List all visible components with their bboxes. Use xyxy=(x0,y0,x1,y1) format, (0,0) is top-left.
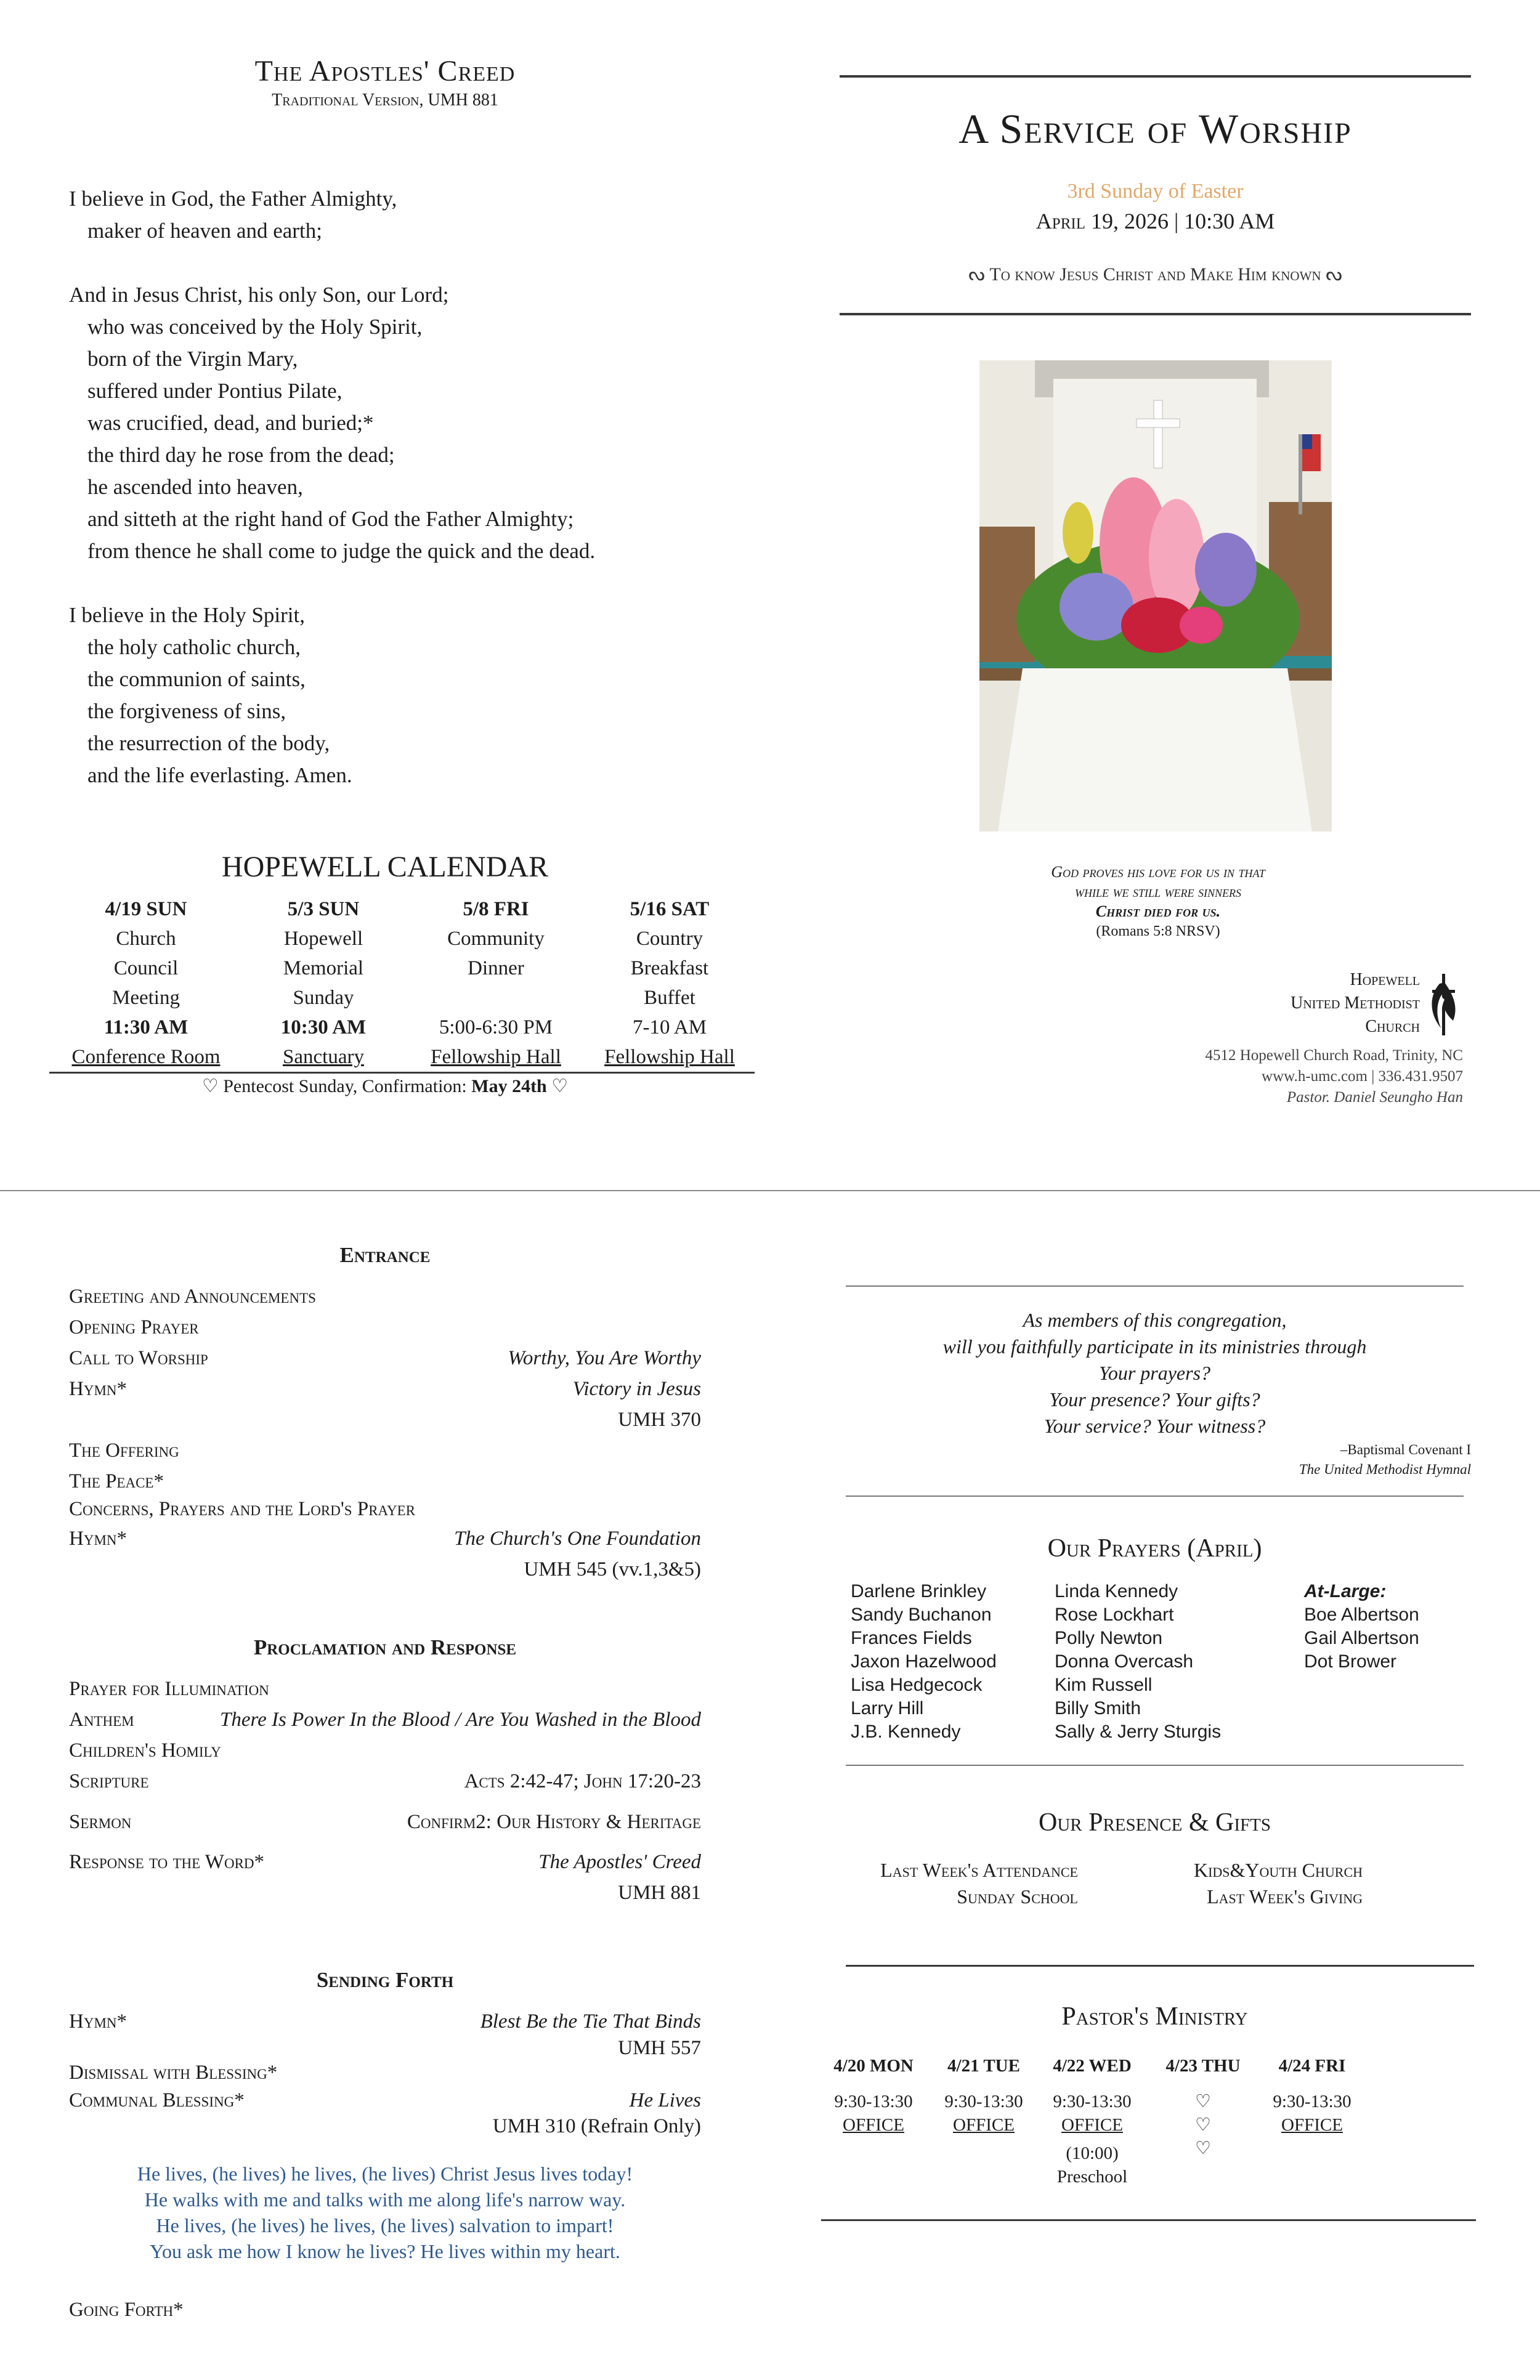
creed-line: the third day he rose from the dead; xyxy=(87,443,395,467)
order-detail-hymn1_r: Victory in Jesus xyxy=(572,1378,701,1400)
church-web: www.h-umc.com | 336.431.9507 xyxy=(1262,1068,1463,1085)
order-detail-communal_r: He Lives xyxy=(629,2089,701,2111)
ministry-day-label: 4/23 THU xyxy=(1165,2056,1241,2076)
prayer-name: Lisa Hedgecock xyxy=(851,1675,983,1695)
order-item-scripture: Scripture xyxy=(69,1770,149,1792)
calendar-event-date: 5/16 SAT xyxy=(630,898,710,920)
page-divider xyxy=(0,1190,1540,1191)
calendar-event-line: Sunday xyxy=(293,987,354,1009)
calendar-event-place: Conference Room xyxy=(71,1046,221,1068)
calendar-event-line: Breakfast xyxy=(630,957,709,979)
ministry-day-time: 9:30-13:30 xyxy=(1053,2092,1132,2111)
ministry-day-time: 9:30-13:30 xyxy=(1273,2092,1352,2111)
section-heading-sending: Sending Forth xyxy=(316,1968,454,1992)
order-detail-anthem_r: There Is Power In the Blood / Are You Washed in the Blood xyxy=(220,1709,701,1731)
covenant-line: will you faithfully participate in its ministries through xyxy=(942,1335,1367,1358)
calendar-event-line: Community xyxy=(447,928,545,950)
prayers-column-3 xyxy=(1304,1603,1458,1674)
prayers-column-2 xyxy=(1055,1580,1264,1744)
cover-occasion: 3rd Sunday of Easter xyxy=(1067,180,1244,203)
prayer-name: Larry Hill xyxy=(851,1698,924,1718)
church-address: 4512 Hopewell Church Road, Trinity, NC xyxy=(1205,1047,1463,1064)
refrain-lyrics xyxy=(55,2161,715,2264)
calendar-event xyxy=(583,894,756,1072)
calendar-event-time: 11:30 AM xyxy=(103,1016,188,1038)
order-item-sermon: Sermon xyxy=(69,1811,132,1833)
creed-line: and sitteth at the right hand of God the Father Almighty; xyxy=(87,507,574,531)
calendar-event xyxy=(410,894,582,1072)
creed-line: And in Jesus Christ, his only Son, our Lord; xyxy=(69,283,449,307)
creed-line: who was conceived by the Holy Spirit, xyxy=(87,315,423,339)
order-item-hymn3: Hymn* xyxy=(69,2010,128,2033)
covenant-bottom-rule xyxy=(846,1496,1464,1497)
ministry-day-label: 4/21 TUE xyxy=(947,2056,1020,2076)
gifts-title: Our Presence & Gifts xyxy=(1038,1808,1271,1837)
prayer-name: Sandy Buchanon xyxy=(851,1605,992,1625)
calendar-event-date: 4/19 SUN xyxy=(105,898,187,920)
church-name: Hopewell United Methodist Church xyxy=(1291,970,1420,1036)
calendar-event-time: 5:00-6:30 PM xyxy=(439,1016,553,1038)
cover-top-rule xyxy=(840,75,1471,78)
order-detail-response_n: UMH 881 xyxy=(618,1882,701,1904)
calendar-title: HOPEWELL CALENDAR xyxy=(221,851,549,883)
prayer-name: Frances Fields xyxy=(851,1628,972,1648)
calendar-event-line: Council xyxy=(113,957,179,979)
creed-line: the forgiveness of sins, xyxy=(87,699,286,723)
creed-line: he ascended into heaven, xyxy=(87,475,303,499)
ministry-day-place: OFFICE xyxy=(953,2115,1015,2135)
order-detail-hymn1_n: UMH 370 xyxy=(618,1409,701,1431)
prayers-column-1 xyxy=(851,1580,1048,1744)
calendar-event-date: 5/3 SUN xyxy=(287,898,360,920)
covenant-line: Your prayers? xyxy=(1098,1362,1211,1384)
prayer-name: Gail Albertson xyxy=(1304,1628,1419,1648)
covenant-top-rule xyxy=(846,1285,1464,1287)
calendar-event-line: Memorial xyxy=(283,957,364,979)
ministry-day-extra: Preschool xyxy=(1056,2167,1128,2187)
calendar-event-time: 10:30 AM xyxy=(280,1016,367,1038)
church-pastor: Pastor. Daniel Seungho Han xyxy=(1286,1089,1463,1106)
cover-verse: God proves his love for us in that while we still were sinners Christ died for us. (Romans 5:8 NRSV) xyxy=(1051,863,1265,939)
calendar-event-line: Hopewell xyxy=(283,928,363,950)
calendar-event-place: Sanctuary xyxy=(283,1046,364,1068)
prayer-name: Donna Overcash xyxy=(1055,1651,1194,1672)
ministry-day-time: 9:30-13:30 xyxy=(834,2092,913,2111)
gifts-left xyxy=(801,1857,1078,1910)
altar-flowers-photo xyxy=(979,360,1332,832)
prayer-name: J.B. Kennedy xyxy=(851,1722,961,1742)
ministry-day-extra: ♡ xyxy=(1195,2139,1211,2158)
ministry-day xyxy=(1260,2054,1364,2137)
prayer-name: Boe Albertson xyxy=(1304,1605,1419,1625)
going-forth: Going Forth* xyxy=(69,2299,184,2321)
calendar-divider xyxy=(49,1072,755,1074)
creed-line: was crucified, dead, and buried;* xyxy=(87,411,374,435)
calendar-event-time: 7-10 AM xyxy=(632,1016,707,1038)
creed-subtitle: Traditional Version, UMH 881 xyxy=(272,91,498,110)
covenant-line: Your service? Your witness? xyxy=(1044,1415,1266,1437)
cover-motto: ᔓ To know Jesus Christ and Make Him known ᔓ xyxy=(968,264,1342,285)
order-item-homily: Children's Homily xyxy=(69,1739,221,1762)
creed-line: and the life everlasting. Amen. xyxy=(87,763,352,787)
ministry-day-extra: (10:00) xyxy=(1066,2143,1119,2163)
covenant-line: As members of this congregation, xyxy=(1023,1309,1287,1331)
cross-and-flame-icon xyxy=(1426,971,1463,1039)
prayer-name: Polly Newton xyxy=(1055,1628,1163,1648)
creed-gap xyxy=(69,567,747,599)
lyric-line: You ask me how I know he lives? He lives within my heart. xyxy=(150,2240,620,2262)
lyric-line: He lives, (he lives) he lives, (he lives) salvation to impart! xyxy=(156,2214,614,2236)
order-item-opening: Opening Prayer xyxy=(69,1316,199,1338)
ministry-day xyxy=(821,2054,926,2137)
order-detail-hymn2_n: UMH 545 (vv.1,3&5) xyxy=(524,1558,701,1581)
church-contact xyxy=(1047,1045,1463,1108)
prayers-title: Our Prayers (April) xyxy=(1047,1534,1262,1563)
sunday-school-label: Sunday School xyxy=(957,1885,1078,1908)
ministry-day xyxy=(1040,2054,1145,2188)
calendar-note: ♡ Pentecost Sunday, Confirmation: May 24th ♡ xyxy=(201,1076,569,1096)
ministry-title: Pastor's Ministry xyxy=(1061,2002,1248,2031)
ministry-day-time: 9:30-13:30 xyxy=(944,2092,1023,2111)
cover-bottom-rule xyxy=(840,313,1471,315)
calendar-event-line: Meeting xyxy=(112,987,180,1009)
covenant-source: –Baptismal Covenant I The United Methodist Hymnal xyxy=(1299,1442,1471,1477)
lyric-line: He walks with me and talks with me along life's narrow way. xyxy=(144,2188,626,2211)
prayer-name: Billy Smith xyxy=(1055,1698,1141,1718)
order-item-concerns: Concerns, Prayers and the Lord's Prayer xyxy=(69,1498,416,1520)
calendar-event-line xyxy=(410,983,582,1013)
prayer-name: Sally & Jerry Sturgis xyxy=(1055,1722,1222,1742)
covenant-quote xyxy=(846,1307,1464,1439)
covenant-line: Your presence? Your gifts? xyxy=(1049,1388,1260,1411)
ministry-bottom-rule xyxy=(821,2219,1476,2221)
giving-label: Last Week's Giving xyxy=(1207,1885,1363,1908)
calendar-event-place: Fellowship Hall xyxy=(431,1046,561,1068)
order-detail-sermon_r: Confirm2: Our History & Heritage xyxy=(407,1811,701,1833)
kids-youth-label: Kids&Youth Church xyxy=(1193,1859,1363,1881)
creed-title: The Apostles' Creed xyxy=(254,55,516,87)
order-item-offering: The Offering xyxy=(69,1439,179,1462)
order-detail-response_r: The Apostles' Creed xyxy=(538,1851,701,1873)
prayer-name: Dot Brower xyxy=(1304,1651,1397,1672)
ministry-day-time: ♡ xyxy=(1195,2092,1211,2111)
prayers-at-large-heading: At-Large: xyxy=(1304,1581,1387,1601)
calendar-event-line: Dinner xyxy=(468,957,524,979)
cover-title: A Service of Worship xyxy=(958,105,1352,152)
order-detail-call_r: Worthy, You Are Worthy xyxy=(508,1347,701,1369)
prayer-name: Darlene Brinkley xyxy=(851,1581,987,1601)
order-item-response: Response to the Word* xyxy=(69,1851,265,1873)
ministry-day-label: 4/22 WED xyxy=(1053,2056,1132,2076)
creed-line: from thence he shall come to judge the quick and the dead. xyxy=(87,539,596,563)
ministry-day-label: 4/20 MON xyxy=(833,2056,914,2076)
creed-line: the communion of saints, xyxy=(87,667,306,691)
calendar-event xyxy=(60,894,232,1072)
attendance-label: Last Week's Attendance xyxy=(880,1859,1078,1881)
order-item-greeting: Greeting and Announcements xyxy=(69,1285,316,1308)
prayer-name: Linda Kennedy xyxy=(1055,1581,1178,1601)
order-item-dismissal: Dismissal with Blessing* xyxy=(69,2062,278,2084)
calendar-event-line: Church xyxy=(116,928,176,950)
creed-text xyxy=(69,183,747,791)
gifts-right xyxy=(1109,1857,1363,1910)
ministry-top-rule xyxy=(846,1965,1474,1967)
ministry-day-place: OFFICE xyxy=(1281,2115,1343,2135)
prayer-name: Rose Lockhart xyxy=(1055,1605,1174,1625)
ministry-day-label: 4/24 FRI xyxy=(1278,2056,1346,2076)
order-item-anthem: Anthem xyxy=(69,1709,134,1731)
section-heading-entrance: Entrance xyxy=(339,1243,431,1267)
creed-section xyxy=(0,54,770,110)
calendar-event-place: Fellowship Hall xyxy=(604,1046,735,1068)
creed-line: born of the Virgin Mary, xyxy=(87,347,298,371)
creed-gap xyxy=(69,247,747,279)
creed-line: the resurrection of the body, xyxy=(87,731,330,755)
creed-line: suffered under Pontius Pilate, xyxy=(87,379,342,403)
prayer-name: Kim Russell xyxy=(1055,1675,1153,1695)
ministry-day-place: OFFICE xyxy=(843,2115,904,2135)
order-item-call: Call to Worship xyxy=(69,1347,208,1369)
creed-line: I believe in the Holy Spirit, xyxy=(69,603,305,627)
order-item-communal: Communal Blessing* xyxy=(69,2089,245,2111)
cover-date: April 19, 2026 | 10:30 AM xyxy=(1035,209,1275,233)
calendar-event-line: Buffet xyxy=(644,987,695,1009)
ministry-day-place: ♡ xyxy=(1195,2115,1211,2135)
order-detail-scripture_r: Acts 2:42-47; John 17:20-23 xyxy=(464,1770,701,1792)
order-detail-hymn3_n: UMH 557 xyxy=(618,2037,701,2059)
section-heading-proclamation: Proclamation and Response xyxy=(253,1635,517,1659)
creed-line: the holy catholic church, xyxy=(87,635,301,659)
calendar-event xyxy=(237,894,410,1072)
order-item-hymn1: Hymn* xyxy=(69,1378,128,1400)
order-item-peace: The Peace* xyxy=(69,1470,164,1492)
calendar-event-date: 5/8 FRI xyxy=(463,898,529,920)
order-detail-hymn2_r: The Church's One Foundation xyxy=(454,1528,701,1550)
lyric-line: He lives, (he lives) he lives, (he lives) Christ Jesus lives today! xyxy=(137,2163,633,2185)
ministry-day xyxy=(931,2054,1036,2137)
order-detail-hymn3_r: Blest Be the Tie That Binds xyxy=(480,2010,701,2033)
creed-line: I believe in God, the Father Almighty, xyxy=(69,187,397,211)
order-item-hymn2: Hymn* xyxy=(69,1528,128,1550)
creed-line: maker of heaven and earth; xyxy=(87,219,322,243)
prayers-bottom-rule xyxy=(846,1765,1464,1766)
order-detail-communal_n: UMH 310 (Refrain Only) xyxy=(492,2115,701,2137)
ministry-day xyxy=(1151,2054,1255,2160)
order-item-illumination: Prayer for Illumination xyxy=(69,1678,269,1700)
ministry-day-place: OFFICE xyxy=(1061,2115,1123,2135)
prayer-name: Jaxon Hazelwood xyxy=(851,1651,997,1672)
calendar-event-line: Country xyxy=(636,928,703,950)
